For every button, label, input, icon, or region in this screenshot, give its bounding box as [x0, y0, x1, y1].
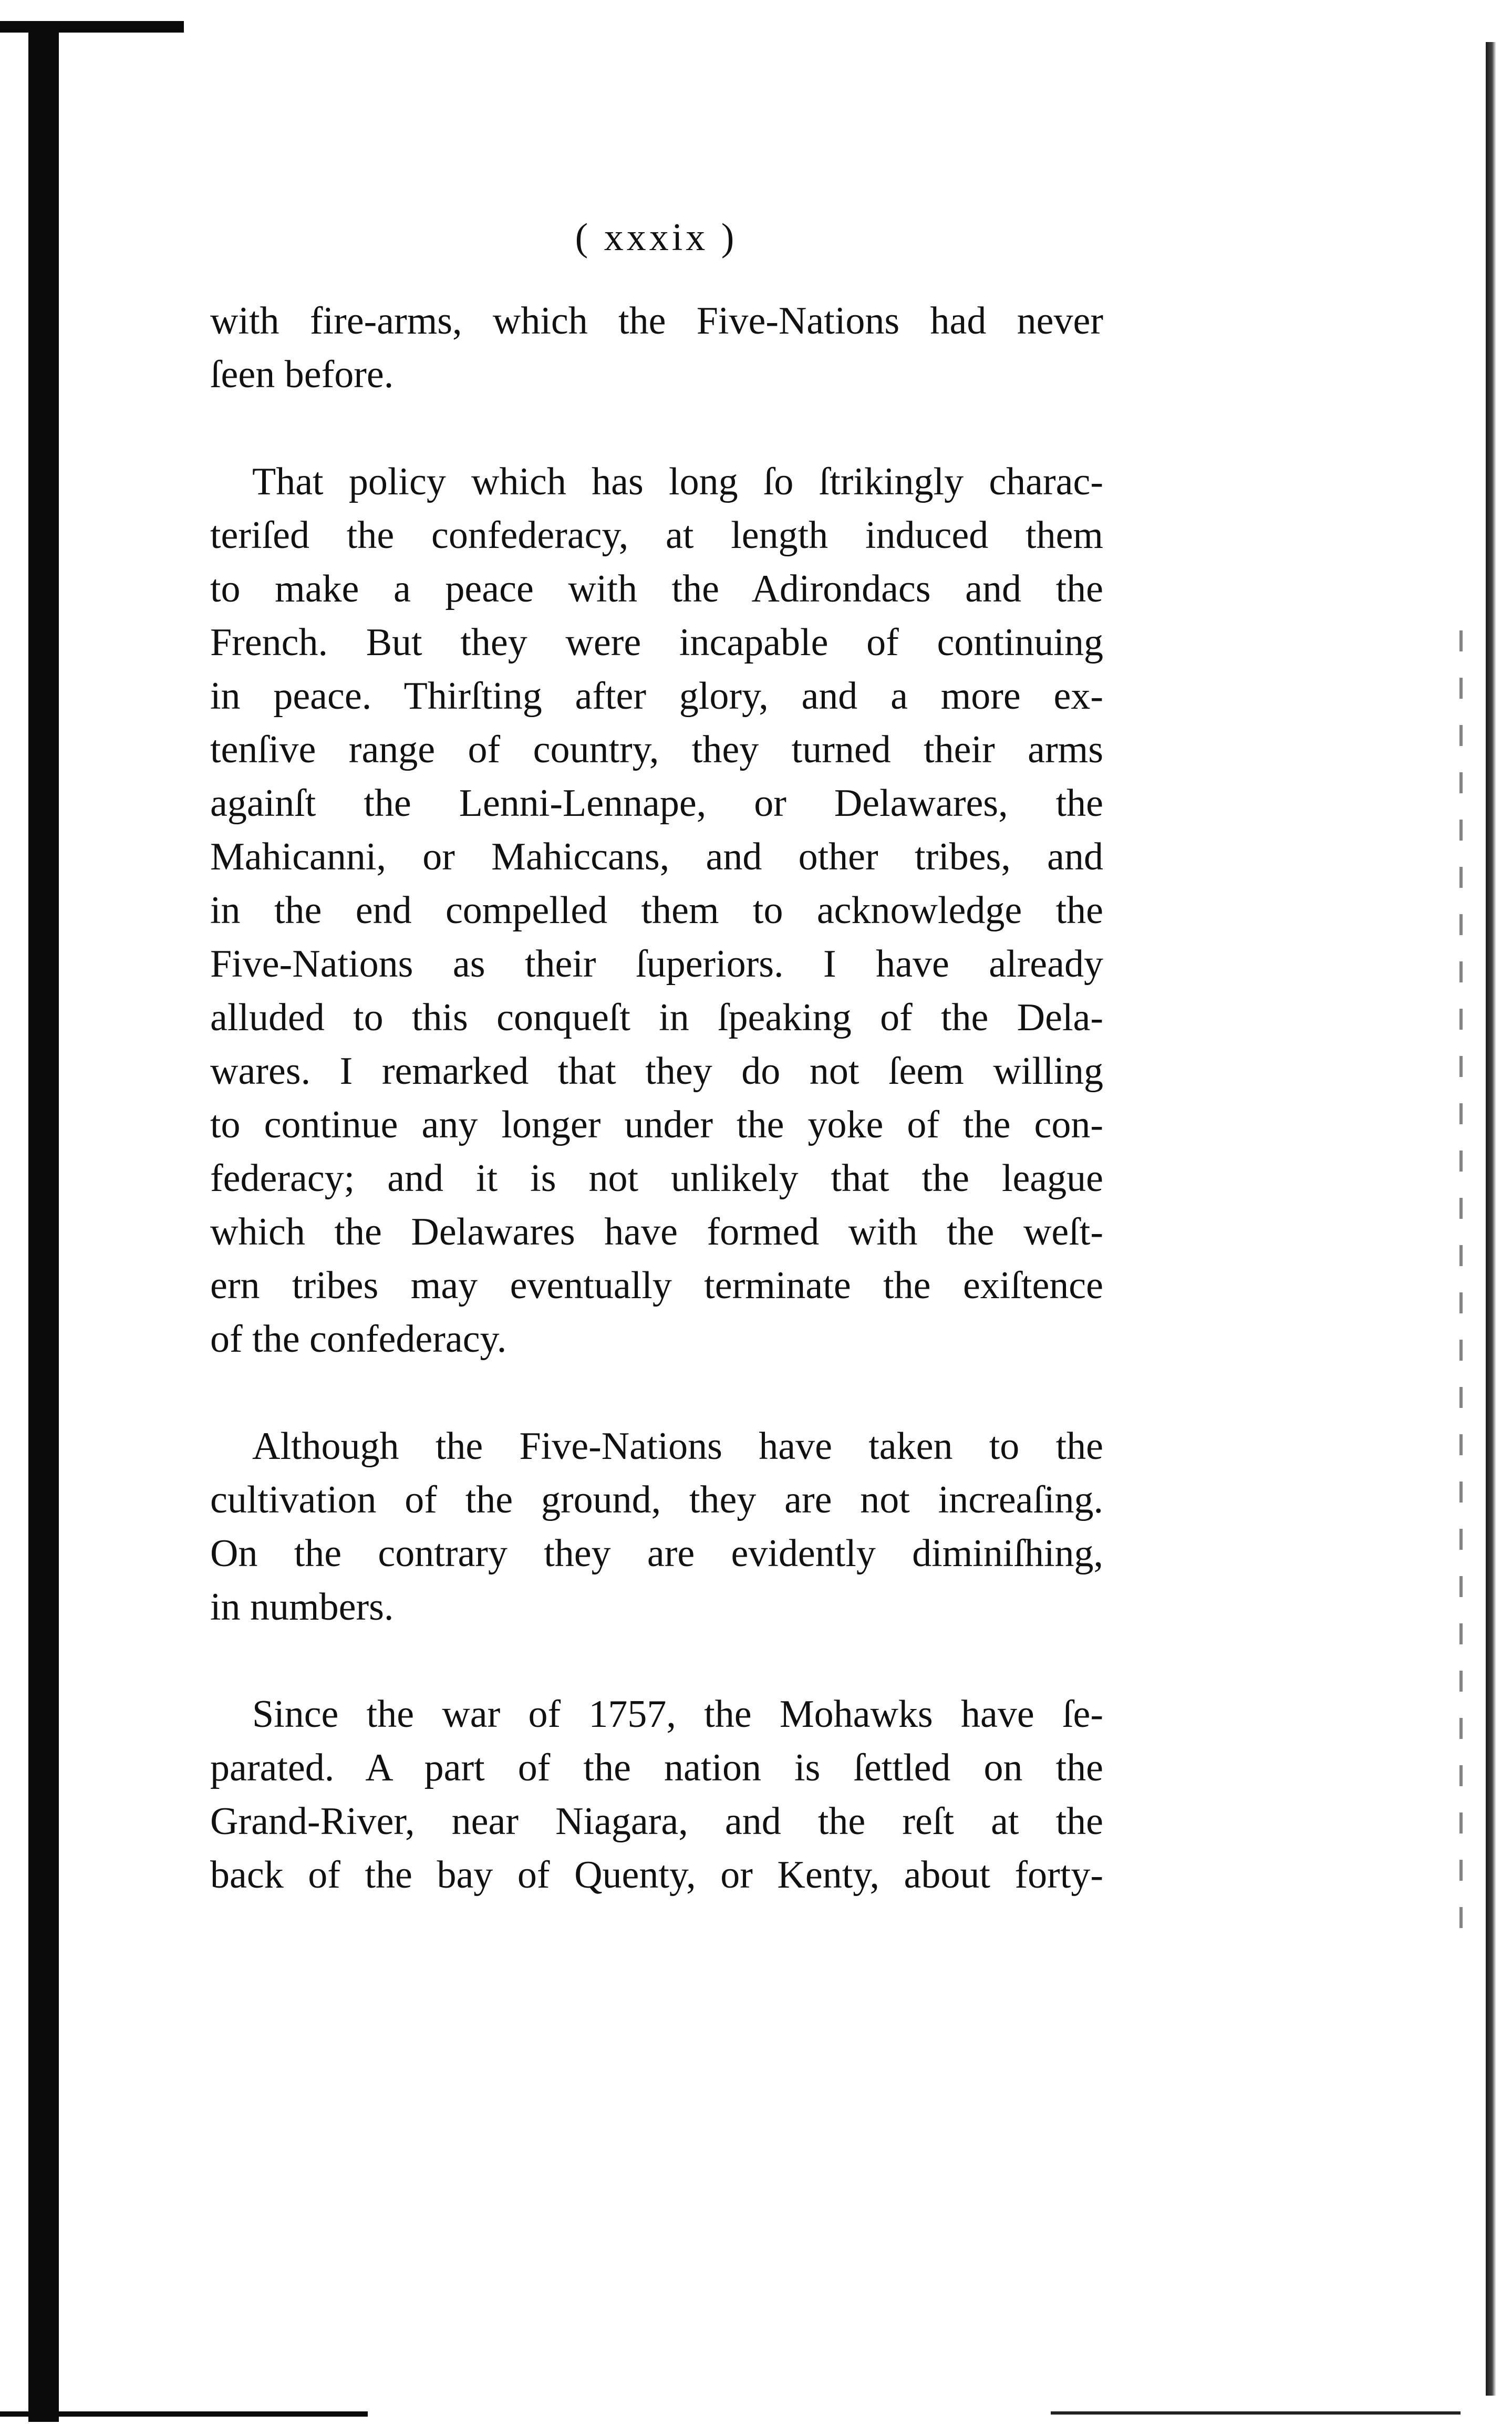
text-line: in numbers.: [210, 1586, 394, 1629]
text-line: ern tribes may eventually terminate the exiſtence: [210, 1264, 1103, 1307]
text-line: wares. I remarked that they do not ſeem willing: [210, 1050, 1103, 1093]
text-line: in peace. Thirſting after glory, and a more ex-: [210, 675, 1103, 718]
scan-bottom-rule: [1051, 2411, 1461, 2415]
text-line: federacy; and it is not unlikely that the league: [210, 1157, 1103, 1200]
text-line: in the end compelled them to acknowledge the: [210, 889, 1103, 932]
paragraph-2: [210, 455, 1103, 1366]
text-line: with fire-arms, which the Five-Nations had never: [210, 299, 1103, 343]
paragraph-1: [210, 294, 1103, 401]
text-line: teriſed the confederacy, at length induced them: [210, 514, 1103, 557]
text-line: ſeen before.: [210, 353, 394, 396]
text-line: tenſive range of country, they turned their arms: [210, 728, 1103, 771]
text-line: back of the bay of Quenty, or Kenty, about forty-: [210, 1853, 1103, 1897]
scan-binding-top: [0, 21, 184, 33]
text-line: alluded to this conqueſt in ſpeaking of the Dela-: [210, 996, 1103, 1039]
facing-page-edge: [1486, 42, 1496, 2396]
text-line: On the contrary they are evidently diminiſhing,: [210, 1532, 1103, 1575]
text-line: Five-Nations as their ſuperiors. I have already: [210, 942, 1103, 986]
scan-binding-edge: [28, 25, 59, 2422]
text-line: French. But they were incapable of continuing: [210, 621, 1103, 664]
page-number: ( xxxix ): [575, 216, 738, 259]
facing-page-bleed: [1459, 630, 1463, 1944]
text-line: Grand-River, near Niagara, and the reſt at the: [210, 1800, 1103, 1843]
text-line: parated. A part of the nation is ſettled on the: [210, 1746, 1103, 1789]
body-text: [210, 294, 1103, 1955]
text-line: cultivation of the ground, they are not increaſing.: [210, 1478, 1103, 1521]
text-line: of the confederacy.: [210, 1318, 507, 1361]
paragraph-3: [210, 1420, 1103, 1634]
text-line: to make a peace with the Adirondacs and the: [210, 567, 1103, 610]
text-line: Mahicanni, or Mahiccans, and other tribes, and: [210, 835, 1103, 878]
text-line: which the Delawares have formed with the weſt-: [210, 1210, 1103, 1254]
text-line: That policy which has long ſo ſtrikingly charac-: [252, 460, 1103, 503]
scan-binding-bottom: [0, 2411, 368, 2417]
text-line: againſt the Lenni-Lennape, or Delawares, the: [210, 782, 1103, 825]
text-line: Since the war of 1757, the Mohawks have ſe-: [252, 1693, 1103, 1736]
text-line: to continue any longer under the yoke of the con-: [210, 1103, 1103, 1146]
text-line: Although the Five-Nations have taken to the: [252, 1425, 1103, 1468]
paragraph-4: [210, 1687, 1103, 1902]
